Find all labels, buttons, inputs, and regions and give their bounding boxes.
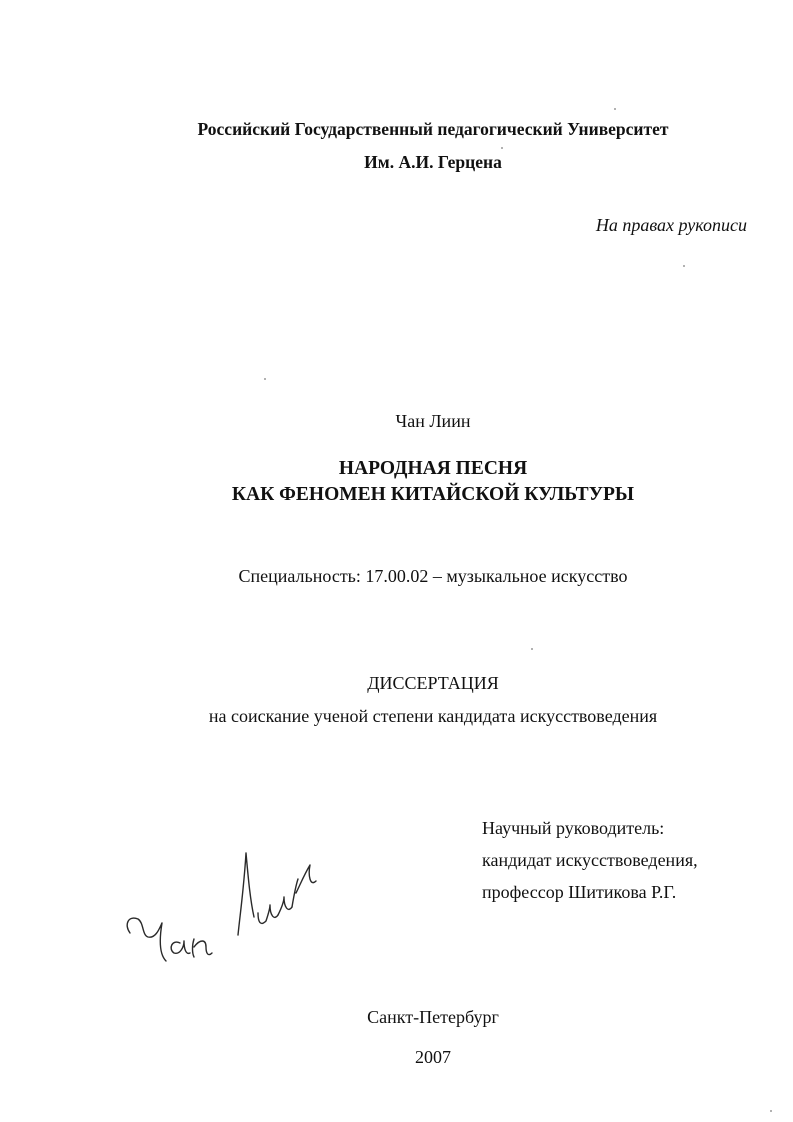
signature-stroke-n — [193, 939, 213, 957]
degree-line: на соискание ученой степени кандидата искусствоведения — [208, 706, 658, 726]
scan-speck — [264, 378, 266, 380]
supervisor-block — [482, 812, 698, 908]
signature-stroke-n2 — [292, 865, 316, 907]
manuscript-status: На правах рукописи — [595, 215, 747, 235]
institution-named-after: Им. А.И. Герцена — [364, 152, 502, 172]
scan-speck — [531, 648, 533, 650]
specialty-line: Специальность: 17.00.02 – музыкальное искусство — [238, 566, 628, 586]
author-signature — [118, 835, 323, 980]
scan-speck — [770, 1110, 772, 1112]
signature-stroke-i1 — [258, 905, 278, 923]
supervisor-name: профессор Шитикова Р.Г. — [482, 882, 677, 902]
author-name: Чан Лиин — [395, 411, 471, 431]
year: 2007 — [415, 1047, 451, 1067]
city: Санкт-Петербург — [367, 1007, 499, 1027]
scan-speck — [501, 147, 503, 149]
institution-name: Российский Государственный педагогический Университет — [197, 119, 669, 139]
supervisor-label: Научный руководитель: — [482, 818, 665, 838]
signature-stroke-a — [171, 941, 190, 953]
scan-speck — [614, 108, 616, 110]
supervisor-degree: кандидат искусствоведения, — [482, 850, 698, 870]
document-type: ДИССЕРТАЦИЯ — [367, 673, 499, 693]
dissertation-title-line-2: КАК ФЕНОМЕН КИТАЙСКОЙ КУЛЬТУРЫ — [231, 484, 635, 505]
signature-stroke-l — [238, 853, 254, 935]
dissertation-title-line-1: НАРОДНАЯ ПЕСНЯ — [338, 458, 528, 479]
signature-stroke-i2 — [278, 897, 292, 915]
scan-speck — [683, 265, 685, 267]
signature-stroke-ch — [127, 918, 166, 961]
